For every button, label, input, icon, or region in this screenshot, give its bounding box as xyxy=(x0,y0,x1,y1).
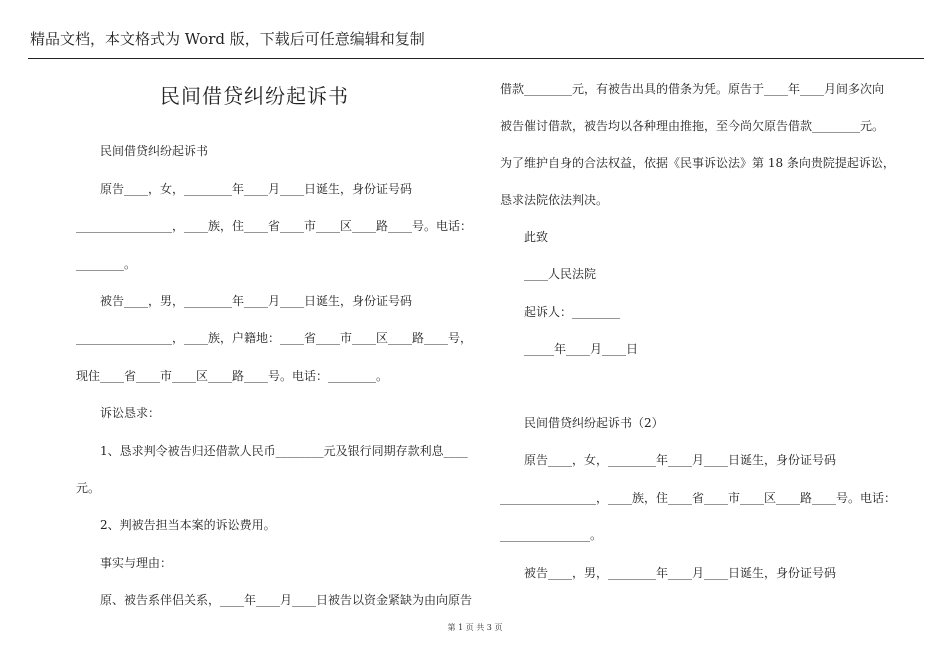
paragraph-line: ________________，____族，户籍地：____省____市____区____路____号， xyxy=(76,331,473,345)
paragraph-line: 为了维护自身的合法权益，依据《民事诉讼法》第 18 条向贵院提起诉讼， xyxy=(500,156,895,170)
plaintiff-signature-line: 起诉人：________ xyxy=(524,305,621,319)
paragraph-line: ________________，____族，住____省____市____区____路____号。电话： xyxy=(76,219,473,233)
paragraph-line: ________。 xyxy=(76,257,137,271)
date-line: _____年____月____日 xyxy=(524,342,639,356)
paragraph-line: _______________。 xyxy=(500,528,603,542)
section-heading: 事实与理由： xyxy=(100,556,173,570)
paragraph-line: 被告____，男，________年____月____日诞生，身份证号码 xyxy=(100,294,413,308)
paragraph-line: 原、被告系伴侣关系，____年____月____日被告以资金紧缺为由向原告 xyxy=(100,593,473,607)
paragraph-line: 借款________元，有被告出具的借条为凭。原告于____年____月间多次向 xyxy=(500,82,885,96)
paragraph-line: 现住____省____市____区____路____号。电话：________。 xyxy=(76,369,389,383)
header-divider xyxy=(28,58,924,59)
document-banner: 精品文档，本文格式为 Word 版，下载后可任意编辑和复制 xyxy=(30,30,425,48)
section-heading: 民间借贷纠纷起诉书（2） xyxy=(524,416,664,430)
paragraph-line: 元。 xyxy=(76,481,101,495)
paragraph-line: 1、恳求判令被告归还借款人民币________元及银行同期存款利息____ xyxy=(100,444,468,458)
paragraph-line: 被告催讨借款，被告均以各种理由推拖，至今尚欠原告借款________元。 xyxy=(500,119,885,133)
document-title: 民间借贷纠纷起诉书 xyxy=(160,84,349,108)
paragraph-line: 2、判被告担当本案的诉讼费用。 xyxy=(100,518,276,532)
right-column xyxy=(475,60,950,642)
paragraph-line: 原告____，女，________年____月____日诞生，身份证号码 xyxy=(100,182,413,196)
court-line: ____人民法院 xyxy=(524,267,597,281)
paragraph-line: 原告____，女，________年____月____日诞生，身份证号码 xyxy=(524,453,837,467)
section-heading: 诉讼恳求： xyxy=(100,406,161,420)
paragraph-line: 被告____，男，________年____月____日诞生，身份证号码 xyxy=(524,566,837,580)
paragraph-line: ________________，____族，住____省____市____区____路____号。电话： xyxy=(500,491,897,505)
paragraph-line: 恳求法院依法判决。 xyxy=(500,193,609,207)
section-heading: 民间借贷纠纷起诉书 xyxy=(100,144,209,158)
left-column xyxy=(0,60,475,642)
page-number: 第 1 页 共 3 页 xyxy=(447,623,503,632)
closing-salutation: 此致 xyxy=(524,230,549,244)
